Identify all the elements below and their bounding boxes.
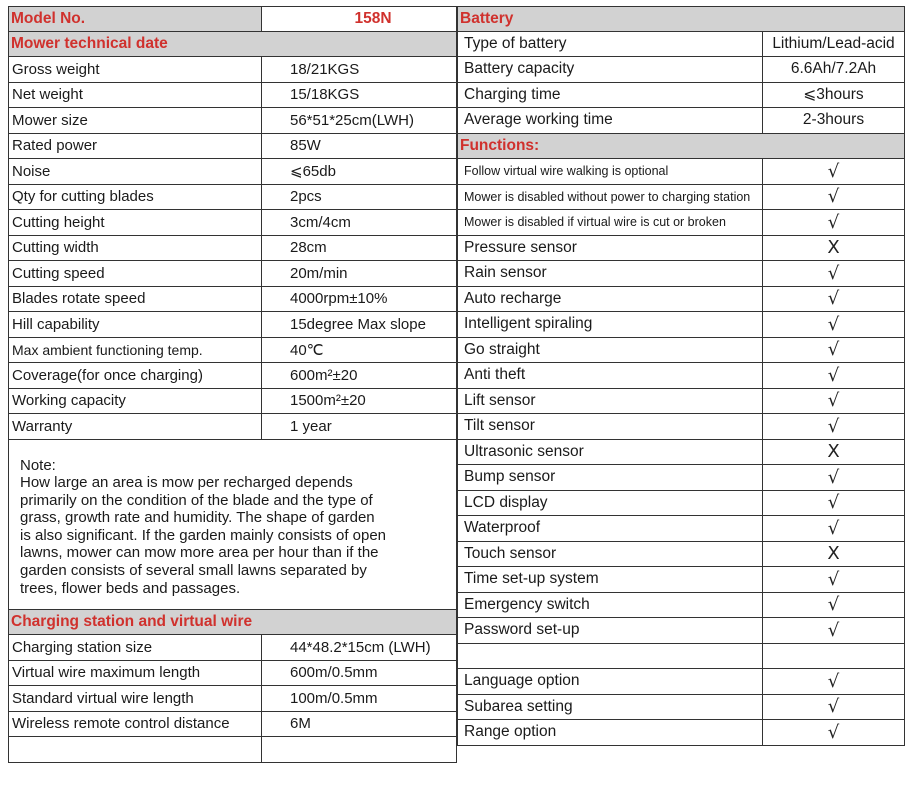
right-column (457, 6, 905, 746)
function-mark: X (827, 237, 840, 259)
spec-label: Wireless remote control distance (9, 712, 262, 737)
table-row (8, 737, 457, 763)
battery-value: Lithium/Lead-acid (772, 34, 895, 52)
function-label: LCD display (458, 491, 763, 516)
spec-value: 85W (290, 137, 321, 155)
battery-section-header (457, 6, 905, 32)
spec-value: 56*51*25cm(LWH) (290, 111, 414, 129)
function-mark: X (827, 441, 840, 463)
left-column (8, 6, 457, 763)
table-row (8, 414, 457, 440)
spec-label: Standard virtual wire length (9, 686, 262, 711)
function-label: Rain sensor (458, 261, 763, 286)
battery-rows (457, 32, 905, 134)
table-row (8, 287, 457, 313)
spec-label: Coverage(for once charging) (9, 363, 262, 388)
model-label: Model No. (9, 7, 262, 31)
function-label: Anti theft (458, 363, 763, 388)
battery-label: Battery capacity (458, 57, 763, 82)
functions-header-text: Functions: (460, 136, 540, 154)
spec-value: 600m/0.5mm (290, 664, 378, 682)
table-row (457, 516, 905, 542)
battery-value: ⩽3hours (803, 86, 864, 104)
function-label: Follow virtual wire walking is optional (458, 159, 763, 184)
function-mark: √ (827, 594, 840, 616)
table-row (8, 712, 457, 738)
spec-sheet (8, 6, 905, 772)
function-label: Language option (458, 669, 763, 694)
spec-label: Cutting speed (9, 261, 262, 286)
table-row (457, 644, 905, 670)
function-mark: √ (827, 517, 840, 539)
table-row (8, 108, 457, 134)
function-mark: √ (827, 670, 840, 692)
function-mark: √ (827, 390, 840, 412)
function-mark: √ (827, 721, 840, 743)
spec-value: 6M (290, 715, 311, 733)
function-label: Mower is disabled without power to charging station (458, 185, 763, 210)
table-row (8, 389, 457, 415)
table-row (457, 210, 905, 236)
table-row (457, 465, 905, 491)
function-label: Subarea setting (458, 695, 763, 720)
function-label: Time set-up system (458, 567, 763, 592)
mower-section-header (8, 32, 457, 58)
function-label: Emergency switch (458, 593, 763, 618)
note-text: How large an area is mow per recharged depends primarily on the condition of the blade and the type of grass, growth rate and humidity. The shape of garden is also significant. If the garden mainly consists of open lawns, mower can mow more area per hour than if the garden consists of several small lawns separated by trees, flower beds and passages. (20, 474, 387, 597)
table-row (457, 312, 905, 338)
table-row (8, 338, 457, 364)
battery-header-text: Battery (460, 9, 514, 27)
function-mark: √ (827, 415, 840, 437)
function-label: Pressure sensor (458, 236, 763, 261)
table-row (8, 635, 457, 661)
table-row (457, 32, 905, 58)
spec-value: 600m²±20 (290, 366, 358, 384)
function-label: Bump sensor (458, 465, 763, 490)
table-row (457, 287, 905, 313)
function-mark: √ (827, 211, 840, 233)
table-row (8, 236, 457, 262)
function-mark: √ (827, 364, 840, 386)
table-row (8, 83, 457, 109)
function-label (458, 644, 763, 669)
spec-label: Warranty (9, 414, 262, 439)
model-value: 158N (262, 7, 456, 31)
function-label: Touch sensor (458, 542, 763, 567)
spec-label: Charging station size (9, 635, 262, 660)
function-rows (457, 159, 905, 746)
spec-value: 3cm/4cm (290, 213, 351, 231)
spec-label: Cutting width (9, 236, 262, 261)
table-row (457, 440, 905, 466)
battery-value: 2-3hours (802, 111, 865, 129)
table-row (8, 57, 457, 83)
spec-label: Max ambient functioning temp. (9, 338, 262, 363)
spec-value: 2pcs (290, 188, 322, 206)
table-row (457, 108, 905, 134)
function-label: Go straight (458, 338, 763, 363)
charging-section-header (8, 610, 457, 636)
function-mark: √ (827, 339, 840, 361)
table-row (457, 542, 905, 568)
spec-value: 1 year (290, 417, 332, 435)
table-row (8, 661, 457, 687)
spec-label: Cutting height (9, 210, 262, 235)
function-label: Password set-up (458, 618, 763, 643)
spec-label: Blades rotate speed (9, 287, 262, 312)
table-row (457, 618, 905, 644)
function-mark: √ (827, 186, 840, 208)
function-label: Waterproof (458, 516, 763, 541)
table-row (8, 185, 457, 211)
table-row (457, 338, 905, 364)
mower-header-text: Mower technical date (11, 34, 168, 52)
spec-label: Gross weight (9, 57, 262, 82)
table-row (457, 720, 905, 746)
table-row (457, 159, 905, 185)
note-title: Note: (20, 456, 56, 474)
battery-value: 6.6Ah/7.2Ah (790, 60, 877, 78)
table-row (457, 261, 905, 287)
spec-value: 1500m²±20 (290, 392, 366, 410)
spec-label: Virtual wire maximum length (9, 661, 262, 686)
function-label: Auto recharge (458, 287, 763, 312)
table-row (457, 363, 905, 389)
function-mark: √ (827, 696, 840, 718)
spec-value: ⩽65db (290, 163, 336, 181)
spec-label: Working capacity (9, 389, 262, 414)
charging-header-text: Charging station and virtual wire (11, 612, 253, 630)
function-mark: √ (827, 492, 840, 514)
spec-label: Qty for cutting blades (9, 185, 262, 210)
spec-label: Mower size (9, 108, 262, 133)
charging-rows (8, 635, 457, 763)
function-label: Mower is disabled if virtual wire is cut or broken (458, 210, 763, 235)
function-mark: √ (827, 568, 840, 590)
mower-rows (8, 57, 457, 440)
note-box (8, 440, 457, 610)
function-mark (763, 644, 904, 669)
table-row (457, 83, 905, 109)
table-row (8, 312, 457, 338)
function-mark: √ (827, 288, 840, 310)
table-row (457, 57, 905, 83)
function-mark: X (827, 543, 840, 565)
function-label: Ultrasonic sensor (458, 440, 763, 465)
table-row (457, 414, 905, 440)
table-row (457, 491, 905, 517)
spec-label (9, 737, 262, 762)
spec-value (262, 737, 456, 762)
spec-value: 100m/0.5mm (290, 689, 378, 707)
battery-label: Charging time (458, 83, 763, 108)
spec-value: 18/21KGS (290, 60, 360, 78)
function-mark: √ (827, 313, 840, 335)
battery-label: Average working time (458, 108, 763, 133)
table-row (457, 389, 905, 415)
function-mark: √ (827, 466, 840, 488)
function-mark: √ (827, 262, 840, 284)
table-row (8, 159, 457, 185)
table-row (457, 236, 905, 262)
function-label: Intelligent spiraling (458, 312, 763, 337)
function-label: Lift sensor (458, 389, 763, 414)
spec-value: 15/18KGS (290, 86, 360, 104)
function-label: Range option (458, 720, 763, 745)
table-row (457, 567, 905, 593)
table-row (8, 261, 457, 287)
table-row (8, 134, 457, 160)
battery-label: Type of battery (458, 32, 763, 57)
table-row (8, 686, 457, 712)
spec-value: 40℃ (290, 341, 324, 359)
table-row (457, 593, 905, 619)
table-row (457, 185, 905, 211)
table-row (457, 669, 905, 695)
function-label: Tilt sensor (458, 414, 763, 439)
table-row (8, 210, 457, 236)
spec-label: Rated power (9, 134, 262, 159)
spec-value: 44*48.2*15cm (LWH) (290, 638, 431, 656)
spec-label: Net weight (9, 83, 262, 108)
model-row (8, 6, 457, 32)
spec-label: Hill capability (9, 312, 262, 337)
spec-value: 20m/min (290, 264, 348, 282)
function-mark: √ (827, 619, 840, 641)
table-row (457, 695, 905, 721)
function-mark: √ (827, 160, 840, 182)
table-row (8, 363, 457, 389)
functions-section-header (457, 134, 905, 160)
spec-label: Noise (9, 159, 262, 184)
spec-value: 28cm (290, 239, 327, 257)
spec-value: 4000rpm±10% (290, 290, 388, 308)
spec-value: 15degree Max slope (290, 315, 426, 333)
